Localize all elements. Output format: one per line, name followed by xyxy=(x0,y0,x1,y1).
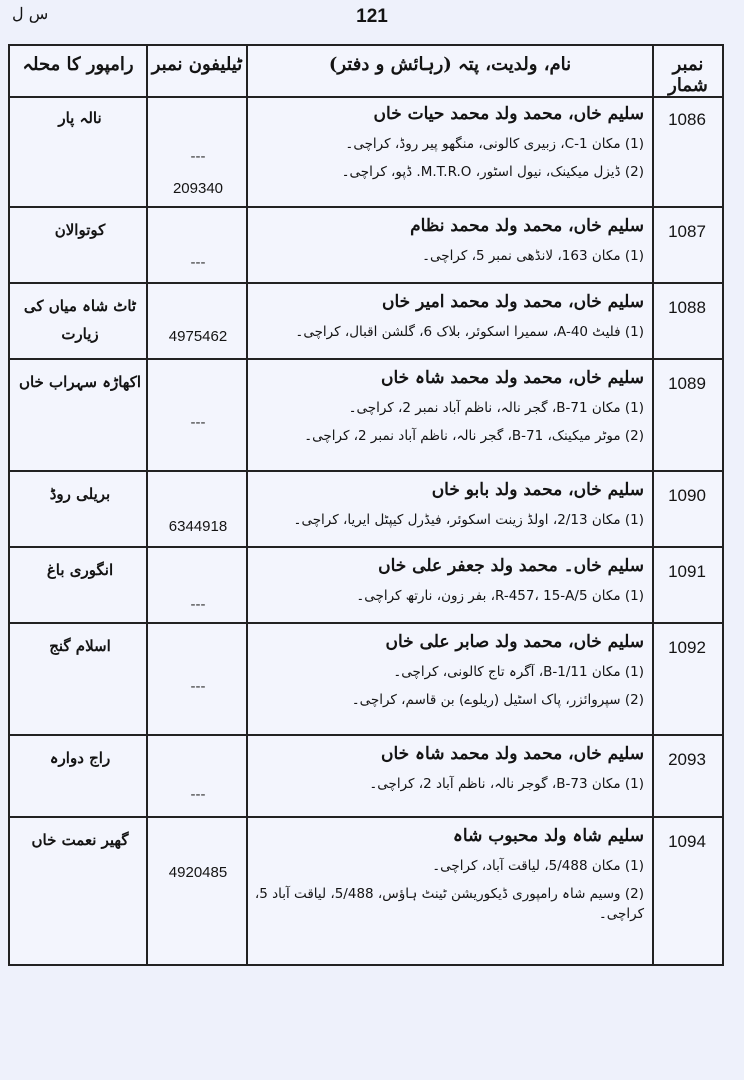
entry-name: سلیم خاں، محمد ولد بابو خاں xyxy=(431,480,644,500)
phone-number: --- xyxy=(190,148,206,165)
entry xyxy=(254,366,644,446)
locality: نالہ پار xyxy=(58,109,102,127)
table-header xyxy=(10,46,722,98)
header-mark: س ل xyxy=(12,4,49,23)
table-row xyxy=(10,624,722,736)
address-line: (1) فلیٹ A-40، سمیرا اسکوئر، بلاک 6، گلشن اقبال، کراچی۔ xyxy=(295,324,644,340)
serial-number: 1087 xyxy=(668,222,706,241)
phone-number: 6344918 xyxy=(168,518,228,535)
serial-number: 2093 xyxy=(668,750,706,769)
entry xyxy=(254,554,644,606)
serial-number: 1091 xyxy=(668,562,706,581)
entry xyxy=(254,630,644,710)
address-line: (1) مکان 2/13، اولڈ زینت اسکوئر، فیڈرل کیپٹل ایریا، کراچی۔ xyxy=(293,512,644,528)
table-row xyxy=(10,472,722,548)
phone-number: --- xyxy=(190,678,206,695)
header-serial xyxy=(654,46,722,96)
entry-name: سلیم خاں، محمد ولد محمد نظام xyxy=(410,216,644,236)
phone-number: 4975462 xyxy=(168,328,228,345)
address-line: (1) مکان R-457، 15-A/5، بفر زون، نارتھ کراچی۔ xyxy=(356,588,644,604)
phone-number: 4920485 xyxy=(168,864,228,881)
locality: اسلام گنج xyxy=(49,637,111,655)
directory-table xyxy=(8,44,724,966)
address-line: (1) مکان B-1/11، آگرہ تاج کالونی، کراچی۔ xyxy=(393,664,644,680)
serial-number: 1086 xyxy=(668,110,706,129)
locality: بریلی روڈ xyxy=(49,485,111,503)
header-locality xyxy=(10,46,146,96)
address-line: (2) وسیم شاہ رامپوری ڈیکوریشن ٹینٹ ہاؤس، 5/488، لیاقت آباد 5، کراچی۔ xyxy=(254,886,644,922)
serial-number: 1090 xyxy=(668,486,706,505)
serial-number: 1092 xyxy=(668,638,706,657)
entry-name: سلیم خاں، محمد ولد محمد امیر خاں xyxy=(382,292,644,312)
entry xyxy=(254,742,644,794)
header-name-address-label: نام، ولدیت، پتہ (رہائش و دفتر) xyxy=(328,54,572,75)
entry-name: سلیم خاں، محمد ولد محمد شاہ خاں xyxy=(380,368,644,388)
header-phone xyxy=(148,46,246,96)
address-line: (2) موٹر میکینک، B-71، گجر نالہ، ناظم آباد نمبر 2، کراچی۔ xyxy=(304,428,644,444)
page-number: 121 xyxy=(356,6,388,27)
entry-name: سلیم خاں، محمد ولد صابر علی خاں xyxy=(385,632,644,652)
address-line: (1) مکان 163، لانڈھی نمبر 5، کراچی۔ xyxy=(422,248,644,264)
address-line: (1) مکان B-73، گوجر نالہ، ناظم آباد 2، کراچی۔ xyxy=(369,776,644,792)
entry-name: سلیم شاہ ولد محبوب شاہ xyxy=(452,826,644,846)
locality: انگوری باغ xyxy=(46,561,114,579)
phone-number: --- xyxy=(190,254,206,271)
locality: ٹاٹ شاہ میاں کی زیارت xyxy=(23,297,137,343)
table-row xyxy=(10,736,722,818)
entry-name: سلیم خاں، محمد ولد محمد حیات خاں xyxy=(373,104,644,124)
entry xyxy=(254,824,644,924)
header-name-address xyxy=(248,46,652,96)
entry xyxy=(254,102,644,182)
header-phone-label: ٹیلیفون نمبر xyxy=(151,54,243,75)
table-row xyxy=(10,208,722,284)
serial-number: 1089 xyxy=(668,374,706,393)
table-row xyxy=(10,96,722,208)
address-line: (1) مکان 5/488، لیاقت آباد، کراچی۔ xyxy=(432,858,644,874)
table-row xyxy=(10,284,722,360)
locality: راج دوارہ xyxy=(49,749,111,767)
phone-number: --- xyxy=(190,414,206,431)
address-line: (2) ڈیزل میکینک، نیول اسٹور، M.T.R.O. ڈپو، کراچی۔ xyxy=(341,164,644,180)
serial-number: 1088 xyxy=(668,298,706,317)
locality: کوتوالان xyxy=(54,221,106,239)
serial-number: 1094 xyxy=(668,832,706,851)
phone-number: --- xyxy=(190,786,206,803)
header-locality-label: رامپور کا محلہ xyxy=(22,54,134,75)
table-row xyxy=(10,360,722,472)
entry-name: سلیم خاں۔ محمد ولد جعفر علی خاں xyxy=(378,556,644,576)
locality: گھیر نعمت خاں xyxy=(31,831,129,849)
entry xyxy=(254,214,644,266)
page-header xyxy=(0,0,744,44)
header-serial-label: نمبر شمار xyxy=(668,54,708,96)
entry xyxy=(254,290,644,342)
phone-number: 209340 xyxy=(172,180,224,197)
entry xyxy=(254,478,644,530)
table-row xyxy=(10,548,722,624)
entry-name: سلیم خاں، محمد ولد محمد شاہ خاں xyxy=(380,744,644,764)
address-line: (1) مکان C-1، زبیری کالونی، منگھو پیر روڈ، کراچی۔ xyxy=(345,136,644,152)
locality: اکھاڑہ سہراب خاں xyxy=(18,373,142,391)
phone-number: --- xyxy=(190,596,206,613)
table-row xyxy=(10,818,722,964)
address-line: (1) مکان B-71، گجر نالہ، ناظم آباد نمبر 2، کراچی۔ xyxy=(348,400,644,416)
address-line: (2) سپروائزر، پاک اسٹیل (ریلوے) بن قاسم، کراچی۔ xyxy=(351,692,644,708)
